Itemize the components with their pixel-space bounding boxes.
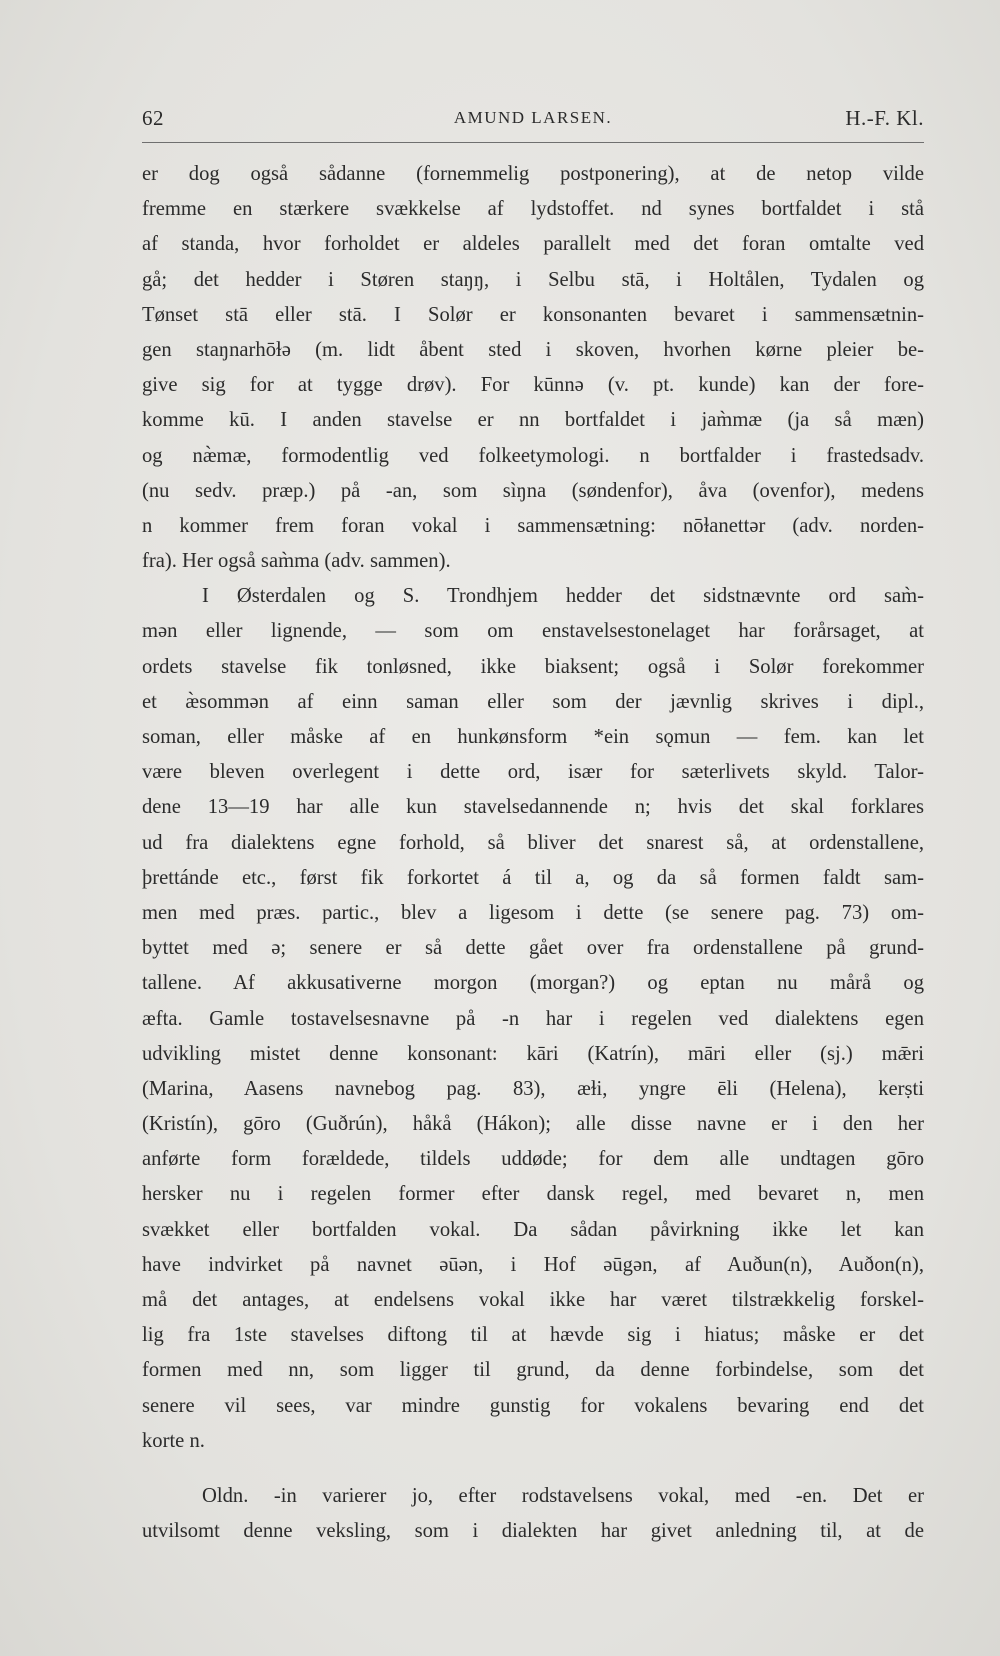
text-line: gen staŋnarhōɫə (m. lidt åbent sted i skoven, hvorhen kørne pleier be- bbox=[142, 338, 924, 361]
text-line: gå; det hedder i Støren staŋŋ, i Selbu stā, i Holtålen, Tydalen og bbox=[142, 268, 924, 291]
text-line: utvilsomt denne veksling, som i dialekten har givet anledning til, at de bbox=[142, 1520, 924, 1543]
text-line: anførte form forældede, tildels uddøde; for dem alle undtagen gōro bbox=[142, 1148, 924, 1171]
page-number: 62 bbox=[142, 106, 164, 130]
text-line: mən eller lignende, — som om enstavelsestonelaget har forårsaget, at bbox=[142, 620, 924, 643]
text-line: og næ̀mæ, formodentlig ved folkeetymologi. n bortfalder i frastedsadv. bbox=[142, 444, 924, 467]
header-rule bbox=[142, 142, 924, 143]
text-line: formen med nn, som ligger til grund, da denne forbindelse, som det bbox=[142, 1359, 924, 1382]
text-line: ud fra dialektens egne forhold, så bliver det snarest så, at ordenstallene, bbox=[142, 831, 924, 854]
text-line: korte n. bbox=[142, 1429, 205, 1452]
text-line: af standa, hvor forholdet er aldeles parallelt med det foran omtalte ved bbox=[142, 233, 924, 256]
text-line: have indvirket på navnet əūən, i Hof əūgən, af Auðun(n), Auðon(n), bbox=[142, 1253, 924, 1276]
text-line: Tønset stā eller stā. I Solør er konsonanten bevaret i sammensætnin- bbox=[142, 303, 924, 326]
section-label: H.-F. Kl. bbox=[845, 106, 924, 130]
paragraph-gap bbox=[142, 1459, 924, 1479]
text-line: byttet med ə; senere er så dette gået over fra ordenstallene på grund- bbox=[142, 937, 924, 960]
body-text bbox=[142, 157, 924, 1549]
text-line: I Østerdalen og S. Trondhjem hedder det sidstnævnte ord sam̀- bbox=[202, 585, 924, 608]
text-line: fremme en stærkere svækkelse af lydstoffet. nd synes bortfaldet i stå bbox=[142, 198, 924, 221]
text-line: senere vil sees, var mindre gunstig for vokalens bevaring end det bbox=[142, 1394, 924, 1417]
text-line: tallene. Af akkusativerne morgon (morgan?) og eptan nu mårå og bbox=[142, 972, 924, 995]
text-line: udvikling mistet denne konsonant: kāri (Katrín), māri eller (sj.) mǣri bbox=[142, 1042, 924, 1065]
text-line: må det antages, at endelsens vokal ikke har været tilstrækkelig forskel- bbox=[142, 1289, 924, 1311]
text-line: soman, eller måske af en hunkønsform *ein sǫmun — fem. kan let bbox=[142, 726, 924, 748]
text-line: dene 13—19 har alle kun stavelsedannende n; hvis det skal forklares bbox=[142, 796, 924, 819]
text-line: æfta. Gamle tostavelsesnavne på -n har i regelen ved dialektens egen bbox=[142, 1007, 924, 1030]
text-line: men med præs. partic., blev a ligesom i dette (se senere pag. 73) om- bbox=[142, 901, 924, 924]
running-title: AMUND LARSEN. bbox=[453, 108, 613, 127]
text-line: þrettánde etc., først fik forkortet á til a, og da så formen faldt sam- bbox=[142, 866, 924, 889]
text-line: (nu sedv. præp.) på -an, som sìŋna (søndenfor), åva (ovenfor), medens bbox=[142, 479, 924, 502]
text-line: komme kū. I anden stavelse er nn bortfaldet i jam̀mæ (ja så mæn) bbox=[142, 409, 924, 432]
text-line: (Marina, Aasens navnebog pag. 83), æɫi, yngre ēli (Helena), kerṣti bbox=[142, 1077, 924, 1100]
text-line: (Kristín), gōro (Guðrún), håkå (Hákon); alle disse navne er i den her bbox=[142, 1113, 924, 1136]
text-line: give sig for at tygge drøv). For kūnnə (v. pt. kunde) kan der fore- bbox=[142, 374, 924, 397]
text-line: ordets stavelse fik tonløsned, ikke biaksent; også i Solør forekommer bbox=[142, 655, 924, 678]
text-line: Oldn. -in varierer jo, efter rodstavelsens vokal, med -en. Det er bbox=[202, 1484, 924, 1507]
text-line: hersker nu i regelen former efter dansk regel, med bevaret n, men bbox=[142, 1183, 924, 1206]
text-line: svækket eller bortfalden vokal. Da sådan påvirkning ikke let kan bbox=[142, 1218, 924, 1241]
running-header bbox=[142, 106, 924, 136]
text-line: være bleven overlegent i dette ord, især for sæterlivets skyld. Talor- bbox=[142, 761, 924, 784]
text-line: et æ̀sommən af einn saman eller som der jævnlig skrives i dipl., bbox=[142, 690, 924, 713]
text-line: fra). Her også sam̀ma (adv. sammen). bbox=[142, 550, 451, 573]
text-line: lig fra 1ste stavelses diftong til at hævde sig i hiatus; måske er det bbox=[142, 1324, 924, 1347]
text-line: er dog også sådanne (fornemmelig postponering), at de netop vilde bbox=[142, 163, 924, 185]
text-line: n kommer frem foran vokal i sammensætning: nōɫanettər (adv. norden- bbox=[142, 514, 924, 537]
